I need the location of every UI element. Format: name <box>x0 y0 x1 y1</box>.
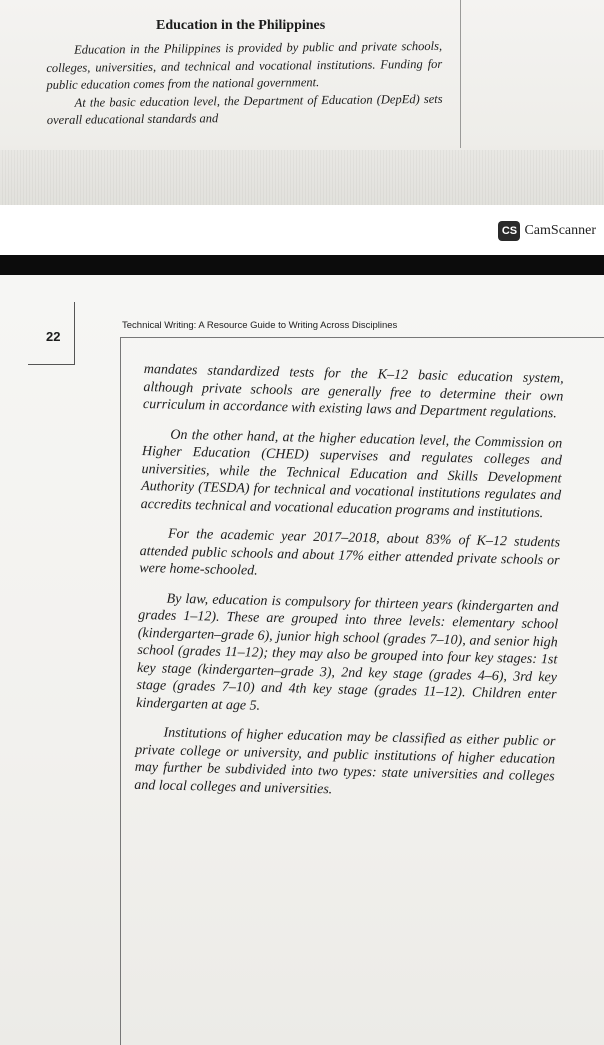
camscanner-watermark <box>498 220 596 242</box>
page-number-rule <box>74 302 75 364</box>
paragraph: By law, education is compulsory for thirteen years (kindergarten and grades 1–12). These are grouped into three levels: elementary school (kindergarten–grade 6), junior high school (grades 7–10), and senior high school (grades 11–12); they may also be grouped into four key stages: 1st key stage (kindergarten–grade 3), 2nd key stage (grades 4–6), 3rd key stage (grades 7–10) and 4th key stage (grades 11–12). Children enter kindergarten at age 5. <box>136 591 559 714</box>
paragraph: mandates standardized tests for the K–12 basic education system, although private schools are generally free to determine their own curriculum in accordance with existing laws and Department regulations. <box>142 361 564 422</box>
top-body-text <box>46 38 443 130</box>
paragraph: Education in the Philippines is provided by public and private schools, colleges, universities, and technical and vocational institutions. Funding for public education comes from the national government. <box>46 38 443 92</box>
paragraph: For the academic year 2017–2018, about 83% of K–12 students attended public schools and about 17% either attended private schools or were home-schooled. <box>139 526 561 579</box>
page-number-rule <box>28 364 75 365</box>
section-title: Education in the Philippines <box>156 18 326 33</box>
watermark-label: CamScanner <box>524 223 596 238</box>
paragraph: Institutions of higher education may be classified as either public or private college or university, and public institutions of higher education may further be subdivided into two types: state universities and colleges and local colleges and universities. <box>134 725 556 797</box>
bottom-scanned-page <box>0 275 604 1045</box>
running-header: Technical Writing: A Resource Guide to Writing Across Disciplines <box>122 320 398 331</box>
page-border-line <box>460 0 461 148</box>
page-separator <box>0 255 604 275</box>
paragraph: At the basic education level, the Department of Education (DepEd) sets overall educational standards and <box>46 91 443 127</box>
body-text <box>134 361 564 815</box>
camscanner-logo-icon: CS <box>498 221 520 241</box>
top-scanned-page <box>0 0 604 205</box>
page-number: 22 <box>46 329 61 344</box>
scan-noise <box>0 150 604 205</box>
paragraph: On the other hand, at the higher education level, the Commission on Higher Education (CHED) supervises and regulates colleges and universities, while the Technical Education and Skills Development Authority (TESDA) for technical and vocational institutions regulates and accredits technical and vocational education programs and institutions. <box>140 427 563 521</box>
